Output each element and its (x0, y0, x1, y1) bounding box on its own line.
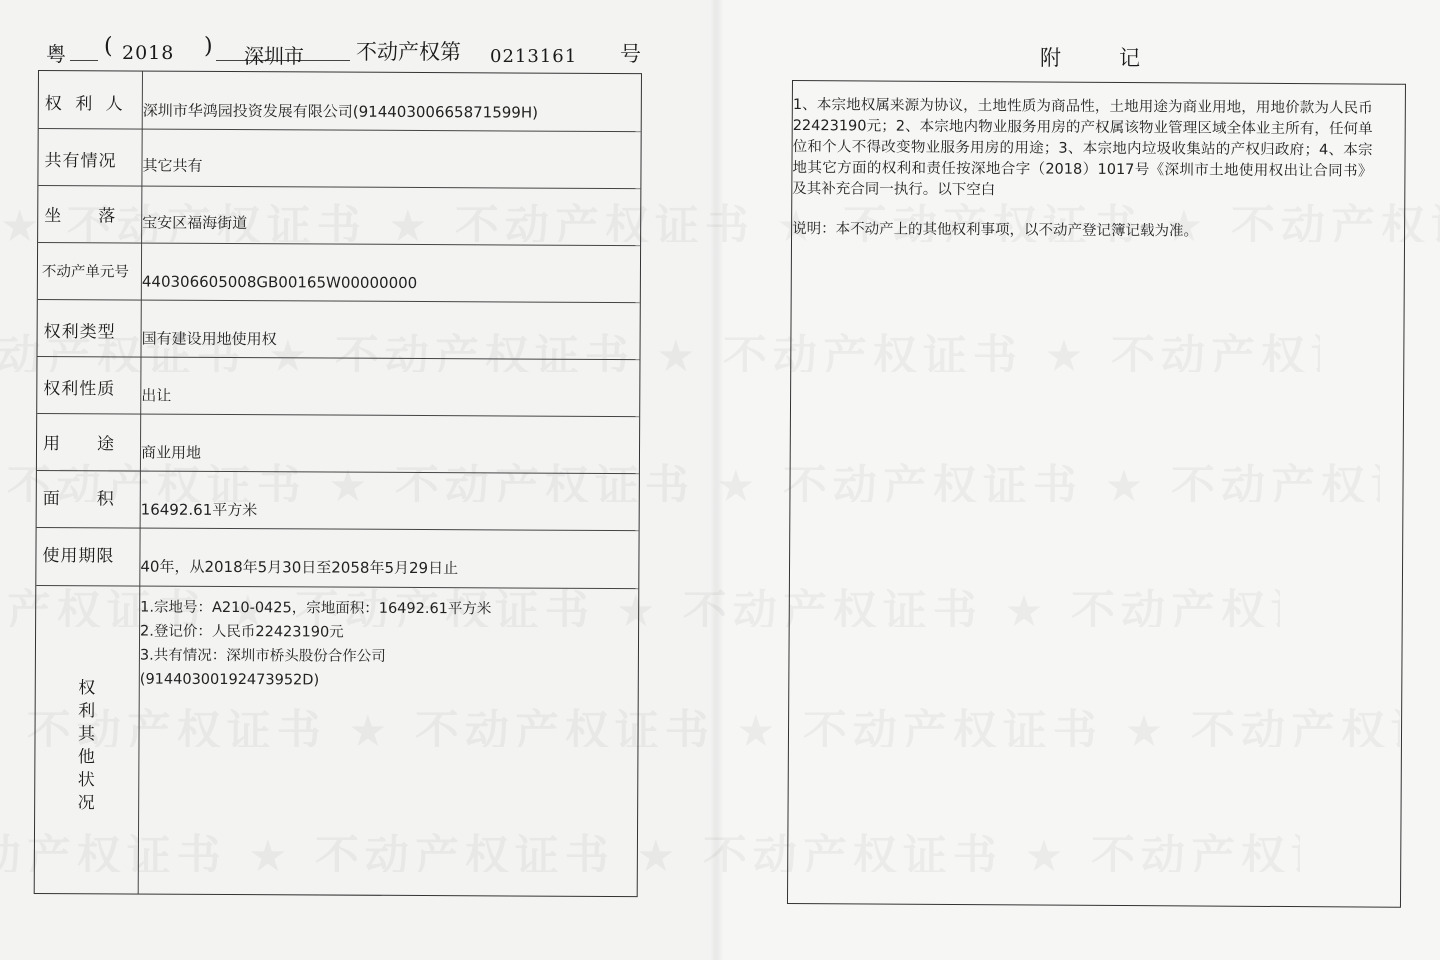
appendix-text: 1、本宗地权属来源为协议，土地性质为商品性，土地用途为商业用地，用地价款为人民币22423190元；2、本宗地内物业服务用房的产权属该物业管理区域全体业主所有，任何单位和个人不得改变物业服务用房的用途；3、本宗地内垃圾收集站的产权归政府；4、本宗地其它方面的权利和责任按深地合字（2018）1017号《深圳市土地使用权出让合同书》及其补充合同一执行。以下空白 (792, 97, 1373, 199)
appendix-note: 说明：本不动产上的其他权利事项，以不动产登记簿记载为准。 (792, 221, 1199, 240)
row-label: 权利性质 (43, 379, 116, 400)
row-value: 商业用地 (140, 443, 202, 462)
row-value: 深圳市华鸿园投资发展有限公司(91440300665871599H) (142, 101, 539, 122)
row-value: 440306605008GB00165W00000000 (141, 272, 418, 292)
row-label: 用 途 (42, 434, 116, 455)
row-value: 其它共有 (142, 156, 203, 175)
row-label: 权利类型 (43, 322, 116, 343)
province-abbr: 粤 (46, 42, 66, 66)
year: 2018 (122, 42, 175, 64)
row-value: 出让 (141, 386, 172, 405)
table-row (37, 470, 639, 531)
cert-suffix: 号 (620, 42, 641, 66)
other-line: (91440300192473952D) (139, 671, 320, 689)
row-value: 40年，从2018年5月30日至2058年5月29日止 (140, 557, 459, 578)
row-label: 不动产单元号 (41, 264, 129, 281)
city: 深圳市 (244, 44, 304, 68)
cert-number: 0213161 (490, 46, 578, 67)
appendix-title: 附记 (1040, 46, 1198, 70)
table-row (39, 71, 641, 132)
table-row-other (35, 585, 639, 896)
underline (70, 60, 98, 61)
other-line: 3.共有情况：深圳市桥头股份合作公司 (139, 647, 386, 665)
table-row (37, 299, 639, 360)
table-row (38, 242, 640, 303)
table-row (37, 356, 639, 417)
row-label-vertical: 权利其他状况 (77, 678, 96, 814)
row-label: 权 利 人 (44, 94, 127, 115)
row-label: 坐 落 (44, 206, 117, 227)
row-value: 国有建设用地使用权 (141, 329, 277, 349)
other-status-lines (140, 596, 492, 694)
row-label: 使用期限 (42, 546, 115, 567)
paren-close: ) (204, 34, 213, 59)
table-row (37, 413, 639, 474)
row-value: 16492.61平方米 (140, 500, 258, 520)
other-line: 1.宗地号：A210-0425，宗地面积：16492.61平方米 (140, 599, 492, 618)
row-value: 宝安区福海街道 (142, 213, 248, 233)
table-row (38, 128, 640, 189)
table-row (38, 185, 640, 246)
paren-open: ( (104, 34, 113, 59)
row-label: 共有情况 (44, 151, 117, 172)
cert-prefix: 不动产权第 (356, 40, 461, 64)
row-label: 面 积 (42, 489, 115, 510)
page-fold (710, 0, 724, 960)
table-row (36, 527, 638, 589)
other-line: 2.登记价：人民币22423190元 (140, 623, 344, 641)
property-info-table (34, 70, 642, 897)
appendix-box (787, 80, 1406, 908)
